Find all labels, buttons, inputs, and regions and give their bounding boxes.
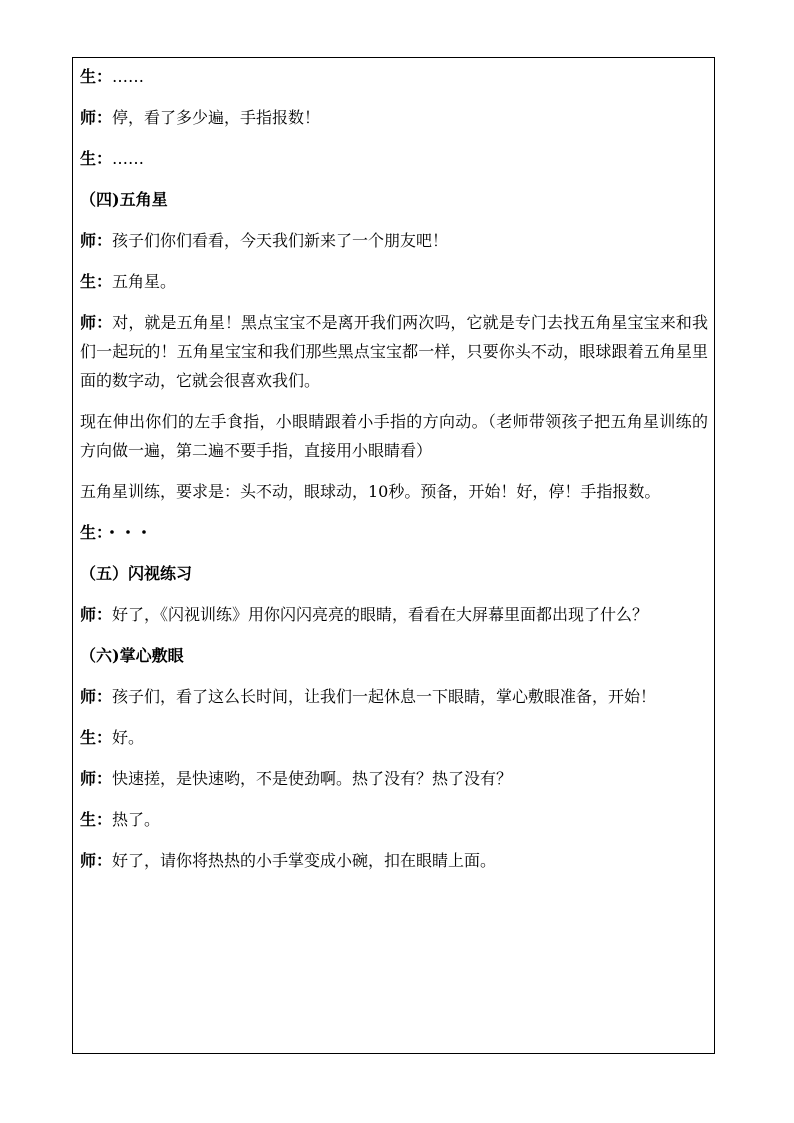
speaker-label: 师： <box>80 108 113 127</box>
section-heading: （五）闪视练习 <box>80 564 193 583</box>
dialogue-line <box>80 846 708 875</box>
speaker-label: 师： <box>80 769 113 788</box>
dialogue-line <box>80 682 708 711</box>
document-body <box>80 62 708 887</box>
speaker-label: 生： <box>80 810 113 829</box>
dialogue-line <box>80 144 708 173</box>
dialogue-text: 快速搓，是快速哟，不是使劲啊。热了没有？热了没有？ <box>112 769 513 788</box>
section-heading: （四)五角星 <box>80 190 168 209</box>
section-heading: （六)掌心敷眼 <box>80 646 184 665</box>
dialogue-line <box>80 600 708 629</box>
dialogue-line <box>80 308 708 395</box>
dialogue-line <box>80 103 708 132</box>
dialogue-line <box>80 62 708 91</box>
dialogue-text: 好。 <box>112 728 145 747</box>
dialogue-line <box>80 764 708 793</box>
instruction-text: 五角星训练，要求是：头不动，眼球动，10秒。预备，开始！好，停！手指报数。 <box>80 482 661 501</box>
dialogue-text: 五角星。 <box>112 272 177 291</box>
speaker-label: 师： <box>80 605 113 624</box>
speaker-label: 生： <box>80 728 113 747</box>
speaker-label: 生： <box>80 523 105 542</box>
speaker-label: 生： <box>80 67 113 86</box>
dialogue-line <box>80 267 708 296</box>
dialogue-line <box>80 518 708 547</box>
speaker-label: 师： <box>80 313 113 332</box>
dialogue-text: 好了，《闪视训练》用你闪闪亮亮的眼睛，看看在大屏幕里面都出现了什么？ <box>112 605 649 624</box>
dialogue-text: 好了，请你将热热的小手掌变成小碗，扣在眼睛上面。 <box>112 851 497 870</box>
dialogue-line <box>80 226 708 255</box>
speaker-label: 师： <box>80 231 113 250</box>
speaker-label: 生： <box>80 149 113 168</box>
instruction-line <box>80 407 708 465</box>
dialogue-text: ・・・ <box>104 523 153 542</box>
instruction-text: 现在伸出你们的左手食指，小眼睛跟着小手指的方向动。（老师带领孩子把五角星训练的方向做一遍，第二遍不要手指，直接用小眼睛看） <box>80 412 708 460</box>
dialogue-text: 停，看了多少遍，手指报数！ <box>112 108 321 127</box>
dialogue-text: …… <box>112 149 145 168</box>
dialogue-text: 热了。 <box>112 810 161 829</box>
dialogue-text: 对，就是五角星！黑点宝宝不是离开我们两次吗，它就是专门去找五角星宝宝来和我们一起玩的！五角星宝宝和我们那些黑点宝宝都一样，只要你头不动，眼球跟着五角星里面的数字动，它就会很喜欢我们。 <box>80 313 708 390</box>
dialogue-text: 孩子们你们看看，今天我们新来了一个朋友吧！ <box>112 231 449 250</box>
dialogue-line <box>80 723 708 752</box>
speaker-label: 生： <box>80 272 113 291</box>
speaker-label: 师： <box>80 851 113 870</box>
instruction-line <box>80 477 708 506</box>
dialogue-text: 孩子们，看了这么长时间，让我们一起休息一下眼睛，掌心敷眼准备，开始！ <box>112 687 657 706</box>
dialogue-line <box>80 805 708 834</box>
speaker-label: 师： <box>80 687 113 706</box>
dialogue-text: …… <box>112 67 145 86</box>
